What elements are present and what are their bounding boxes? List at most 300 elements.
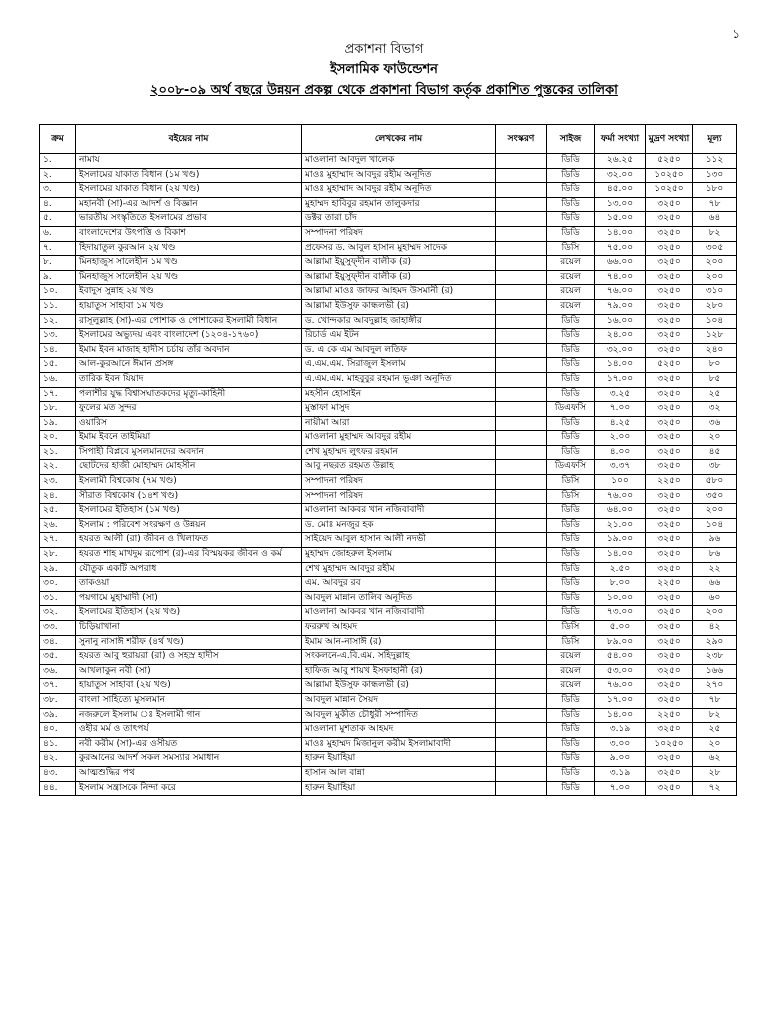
cell-price: ২০	[693, 431, 737, 446]
cell-forma: ১০০	[595, 475, 646, 490]
cell-size: ডিডি	[547, 504, 595, 519]
cell-edition	[496, 431, 547, 446]
cell-price: ৮২	[693, 226, 737, 241]
cell-book-name: বাংলাদেশের উৎপত্তি ও বিকাশ	[76, 226, 302, 241]
cell-serial: ৪০.	[40, 723, 76, 738]
cell-forma: ১৬.০০	[595, 314, 646, 329]
cell-author: এ.এম.এম. মাহবুবুর রহমান ভূঞা অনূদিত	[302, 372, 496, 387]
cell-size: ডিডি	[547, 154, 595, 169]
cell-serial: ৫.	[40, 212, 76, 227]
cell-price: ৩১০	[693, 285, 737, 300]
table-row	[40, 664, 737, 679]
cell-author: মাওঃ মুহাম্মদ মিজানুল করীম ইসলামাবাদী	[302, 737, 496, 752]
table-row	[40, 402, 737, 417]
cell-size: ডিডি	[547, 606, 595, 621]
table-row	[40, 256, 737, 271]
cell-price: ২০	[693, 737, 737, 752]
cell-edition	[496, 212, 547, 227]
cell-serial: ৪২.	[40, 752, 76, 767]
cell-edition	[496, 562, 547, 577]
table-row	[40, 270, 737, 285]
cell-print-count: ৩২৫০	[646, 489, 693, 504]
cell-book-name: মিনহাজুস সালেহীন ১ম খণ্ড	[76, 256, 302, 271]
cell-book-name: ইসলামের অভ্যুদয় এবং বাংলাদেশ (১২০৪-১৭৬০)	[76, 329, 302, 344]
cell-price: ৭৮	[693, 693, 737, 708]
cell-forma: ৩.৩৭	[595, 460, 646, 475]
cell-book-name: সীরাত বিশ্বকোষ (১৪শ খণ্ড)	[76, 489, 302, 504]
cell-price: ৬৬	[693, 577, 737, 592]
cell-edition	[496, 723, 547, 738]
cell-size: ডিসি	[547, 489, 595, 504]
cell-print-count: ৩২৫০	[646, 445, 693, 460]
cell-edition	[496, 358, 547, 373]
table-row	[40, 752, 737, 767]
cell-print-count: ৩২৫০	[646, 329, 693, 344]
cell-size: ডিএফসি	[547, 402, 595, 417]
table-row	[40, 781, 737, 796]
cell-author: আল্লামা ইয়ুসুফ্দীন বালীক (র)	[302, 270, 496, 285]
cell-forma: ২.০০	[595, 431, 646, 446]
cell-author: ড. এ কে এম আবদুল লতিফ	[302, 343, 496, 358]
cell-serial: ৩৬.	[40, 664, 76, 679]
cell-forma: ৮৯.০০	[595, 635, 646, 650]
cell-edition	[496, 285, 547, 300]
cell-serial: ১৯.	[40, 416, 76, 431]
cell-price: ১৩০	[693, 168, 737, 183]
cell-price: ১২৮	[693, 329, 737, 344]
cell-size: ডিএফসি	[547, 460, 595, 475]
cell-book-name: কুরআনের আদর্শ সকল সমস্যার সমাধান	[76, 752, 302, 767]
cell-price: ২০০	[693, 606, 737, 621]
table-row	[40, 431, 737, 446]
cell-author: আবদুল মান্নান তালিব অনূদিত	[302, 591, 496, 606]
cell-author: হাফিজ আবু শায়খ ইসফাহানী (র)	[302, 664, 496, 679]
cell-print-count: ৩২৫০	[646, 285, 693, 300]
cell-edition	[496, 650, 547, 665]
cell-size: ডিডি	[547, 372, 595, 387]
cell-forma: ৪৫.০০	[595, 183, 646, 198]
cell-author: আবদুল মান্নান সৈয়দ	[302, 693, 496, 708]
cell-forma: ১৯.০০	[595, 533, 646, 548]
table-row	[40, 723, 737, 738]
table-row	[40, 577, 737, 592]
table-row	[40, 285, 737, 300]
cell-forma: ৭৫.০০	[595, 241, 646, 256]
cell-serial: ৬.	[40, 226, 76, 241]
document-header	[0, 40, 768, 102]
cell-author: রিচার্ড এম ইটন	[302, 329, 496, 344]
cell-author: আল্লামা ইউসুফ কান্ধলভী (র)	[302, 679, 496, 694]
cell-forma: ৭৩.০০	[595, 606, 646, 621]
cell-print-count: ৩২৫০	[646, 591, 693, 606]
cell-edition	[496, 693, 547, 708]
cell-price: ৪৫	[693, 445, 737, 460]
col-header-size: সাইজ	[547, 125, 595, 154]
cell-forma: ৫.০০	[595, 621, 646, 636]
cell-forma: ৭৪.০০	[595, 270, 646, 285]
cell-book-name: পয়গামে মুহাম্মাদী (সা)	[76, 591, 302, 606]
cell-book-name: আল-কুরআনে ঈমান প্রসঙ্গ	[76, 358, 302, 373]
cell-price: ৩৮	[693, 460, 737, 475]
cell-author: ড. মোঃ মনজুর হক	[302, 518, 496, 533]
cell-author: শেখ মুহাম্মদ আবদুর রহীম	[302, 562, 496, 577]
cell-serial: ১৭.	[40, 387, 76, 402]
cell-book-name: আখলাকুন নবী (সা)	[76, 664, 302, 679]
cell-size: রয়েল	[547, 285, 595, 300]
cell-print-count: ৩২৫০	[646, 635, 693, 650]
cell-edition	[496, 737, 547, 752]
cell-serial: ২৬.	[40, 518, 76, 533]
cell-print-count: ৩২৫০	[646, 314, 693, 329]
cell-book-name: ভারতীয় সংস্কৃতিতে ইসলামের প্রভাব	[76, 212, 302, 227]
cell-forma: ১০.০০	[595, 591, 646, 606]
cell-print-count: ১০২৫০	[646, 168, 693, 183]
col-header-serial: ক্রম	[40, 125, 76, 154]
cell-forma: ৯.০০	[595, 752, 646, 767]
cell-edition	[496, 372, 547, 387]
cell-price: ২৩৮	[693, 650, 737, 665]
cell-edition	[496, 168, 547, 183]
cell-print-count: ৩২৫০	[646, 460, 693, 475]
cell-edition	[496, 241, 547, 256]
cell-print-count: ৩২৫০	[646, 212, 693, 227]
cell-serial: ২২.	[40, 460, 76, 475]
cell-size: ডিডি	[547, 168, 595, 183]
cell-forma: ৭.০০	[595, 781, 646, 796]
cell-price: ২৪০	[693, 343, 737, 358]
table-row	[40, 329, 737, 344]
cell-author: মাওলানা আকবর খান নজিবাবাদী	[302, 504, 496, 519]
cell-serial: ৩৫.	[40, 650, 76, 665]
cell-serial: ৩.	[40, 183, 76, 198]
cell-book-name: তারিক ইবন যিয়াদ	[76, 372, 302, 387]
cell-size: ডিডি	[547, 577, 595, 592]
cell-author: সম্পাদনা পরিষদ	[302, 489, 496, 504]
cell-book-name: ওয়ারিস	[76, 416, 302, 431]
cell-print-count: ৩২৫০	[646, 664, 693, 679]
department-name: প্রকাশনা বিভাগ	[344, 42, 424, 57]
cell-forma: ৪.০০	[595, 445, 646, 460]
cell-size: রয়েল	[547, 679, 595, 694]
cell-author: হারুন ইয়াহিয়া	[302, 781, 496, 796]
cell-serial: ২৫.	[40, 504, 76, 519]
cell-size: ডিসি	[547, 475, 595, 490]
cell-author: মাওলানা মুশতাক আহমদ	[302, 723, 496, 738]
cell-price: ২৭০	[693, 679, 737, 694]
book-list-table	[39, 124, 737, 796]
cell-author: আল্লামা ইয়ুসুফ্দীন বালীক (র)	[302, 256, 496, 271]
col-header-edition: সংস্করণ	[496, 125, 547, 154]
cell-serial: ২৩.	[40, 475, 76, 490]
cell-print-count: ৩২৫০	[646, 766, 693, 781]
table-row	[40, 314, 737, 329]
cell-author: ইমাম আন-নাসাঈ (র)	[302, 635, 496, 650]
cell-price: ২৯০	[693, 635, 737, 650]
table-row	[40, 358, 737, 373]
page-number: ১	[732, 27, 740, 41]
cell-price: ৬০	[693, 591, 737, 606]
cell-serial: ১৬.	[40, 372, 76, 387]
cell-edition	[496, 329, 547, 344]
cell-price: ৭৮	[693, 197, 737, 212]
table-row	[40, 737, 737, 752]
cell-edition	[496, 752, 547, 767]
cell-forma: ১৩.০০	[595, 197, 646, 212]
cell-edition	[496, 664, 547, 679]
table-row	[40, 708, 737, 723]
table-row	[40, 343, 737, 358]
cell-edition	[496, 387, 547, 402]
cell-price: ২০০	[693, 504, 737, 519]
table-row	[40, 299, 737, 314]
cell-size: ডিডি	[547, 766, 595, 781]
cell-forma: ১৪.০০	[595, 548, 646, 563]
cell-size: ডিডি	[547, 752, 595, 767]
cell-size: ডিডি	[547, 518, 595, 533]
cell-size: রয়েল	[547, 650, 595, 665]
cell-edition	[496, 475, 547, 490]
cell-edition	[496, 299, 547, 314]
cell-forma: ৪.২৫	[595, 416, 646, 431]
cell-size: ডিসি	[547, 621, 595, 636]
cell-print-count: ৩২৫০	[646, 693, 693, 708]
cell-forma: ৭৬.০০	[595, 679, 646, 694]
cell-size: ডিডি	[547, 329, 595, 344]
cell-price: ৩২	[693, 402, 737, 417]
cell-size: ডিডি	[547, 314, 595, 329]
cell-forma: ৩.০০	[595, 737, 646, 752]
cell-edition	[496, 314, 547, 329]
cell-price: ১১২	[693, 154, 737, 169]
cell-book-name: মহানবী (সা)-এর আদর্শ ও বিজ্ঞান	[76, 197, 302, 212]
cell-edition	[496, 445, 547, 460]
cell-print-count: ৩২৫০	[646, 343, 693, 358]
cell-price: ৬৪	[693, 212, 737, 227]
cell-author: ড. খোন্দকার আবদুল্লাহ জাহাঙ্গীর	[302, 314, 496, 329]
cell-serial: ৪৩.	[40, 766, 76, 781]
cell-forma: ৫৩.০০	[595, 664, 646, 679]
table-row	[40, 226, 737, 241]
cell-book-name: সিপাহী বিপ্লবে মুসলমানদের অবদান	[76, 445, 302, 460]
cell-serial: ১৪.	[40, 343, 76, 358]
cell-serial: ১০.	[40, 285, 76, 300]
cell-price: ২০০	[693, 270, 737, 285]
cell-size: ডিডি	[547, 708, 595, 723]
cell-forma: ৫৪.০০	[595, 650, 646, 665]
table-row	[40, 518, 737, 533]
cell-forma: ৬৬.০০	[595, 256, 646, 271]
cell-forma: ১৪.০০	[595, 708, 646, 723]
cell-forma: ৩.১৯	[595, 766, 646, 781]
cell-serial: ৩১.	[40, 591, 76, 606]
cell-forma: ১৭.০০	[595, 693, 646, 708]
cell-serial: ৩৯.	[40, 708, 76, 723]
document-title: ২০০৮-০৯ অর্থ বছরে উন্নয়ন প্রকল্প থেকে প্রকাশনা বিভাগ কর্তৃক প্রকাশিত পুস্তকের তালিকা	[150, 83, 618, 98]
cell-author: ফররুখ আহমদ	[302, 621, 496, 636]
cell-serial: ৩৪.	[40, 635, 76, 650]
cell-print-count: ২২৫০	[646, 708, 693, 723]
cell-print-count: ৩২৫০	[646, 504, 693, 519]
cell-author: মাওঃ মুহাম্মাদ আবদুর রহীম অনূদিত	[302, 183, 496, 198]
cell-size: ডিডি	[547, 548, 595, 563]
cell-edition	[496, 621, 547, 636]
cell-price: ২৮০	[693, 299, 737, 314]
cell-edition	[496, 402, 547, 417]
table-row	[40, 621, 737, 636]
col-header-forma: ফর্মা সংখ্যা	[595, 125, 646, 154]
cell-serial: ১.	[40, 154, 76, 169]
cell-book-name: ইসলামী বিশ্বকোষ (৭ম খণ্ড)	[76, 475, 302, 490]
cell-book-name: ইসলাম সন্ত্রাসকে নিন্দা করে	[76, 781, 302, 796]
table-row	[40, 212, 737, 227]
cell-print-count: ৩২৫০	[646, 533, 693, 548]
cell-book-name: ইসলামের ইতিহাস (১ম খণ্ড)	[76, 504, 302, 519]
cell-serial: ৩৩.	[40, 621, 76, 636]
cell-edition	[496, 226, 547, 241]
cell-edition	[496, 504, 547, 519]
cell-author: সম্পাদনা পরিষদ	[302, 475, 496, 490]
cell-book-name: হিদায়াতুল কুরআন ২য় খণ্ড	[76, 241, 302, 256]
cell-author: এম. আবদুর রব	[302, 577, 496, 592]
cell-print-count: ৩২৫০	[646, 197, 693, 212]
table-row	[40, 650, 737, 665]
cell-price: ৮৬	[693, 548, 737, 563]
cell-edition	[496, 489, 547, 504]
cell-print-count: ৩২৫০	[646, 372, 693, 387]
cell-serial: ২৪.	[40, 489, 76, 504]
cell-edition	[496, 606, 547, 621]
cell-edition	[496, 577, 547, 592]
cell-edition	[496, 591, 547, 606]
cell-serial: ৩২.	[40, 606, 76, 621]
cell-book-name: হযরত আবু হুরায়রা (রা) ও সহস্র হাদীস	[76, 650, 302, 665]
table-row	[40, 693, 737, 708]
cell-forma: ২৬.২৫	[595, 154, 646, 169]
cell-price: ৩৬	[693, 416, 737, 431]
cell-serial: ২৯.	[40, 562, 76, 577]
cell-print-count: ৫২৫০	[646, 154, 693, 169]
cell-size: ডিডি	[547, 591, 595, 606]
cell-size: ডিডি	[547, 737, 595, 752]
cell-size: ডিডি	[547, 212, 595, 227]
cell-author: হাসান আল বান্না	[302, 766, 496, 781]
cell-size: ডিসি	[547, 635, 595, 650]
cell-forma: ৭.০০	[595, 402, 646, 417]
cell-print-count: ৩২৫০	[646, 621, 693, 636]
cell-author: মুহাম্মদ জোহরুল ইসলাম	[302, 548, 496, 563]
cell-size: ডিডি	[547, 226, 595, 241]
col-header-book-name: বইয়ের নাম	[76, 125, 302, 154]
cell-size: ডিডি	[547, 431, 595, 446]
table-row	[40, 679, 737, 694]
cell-print-count: ৩২৫০	[646, 518, 693, 533]
cell-serial: ২৮.	[40, 548, 76, 563]
table-row	[40, 445, 737, 460]
cell-print-count: ৫২৫০	[646, 358, 693, 373]
cell-price: ৪২	[693, 621, 737, 636]
table-row	[40, 533, 737, 548]
cell-price: ৬২	[693, 752, 737, 767]
cell-author: মহসীন হোসাইন	[302, 387, 496, 402]
cell-print-count: ৩২৫০	[646, 431, 693, 446]
cell-print-count: ৩২৫০	[646, 387, 693, 402]
cell-book-name: তাকওয়া	[76, 577, 302, 592]
table-row	[40, 489, 737, 504]
cell-price: ২০০	[693, 256, 737, 271]
cell-edition	[496, 548, 547, 563]
cell-price: ২৮	[693, 766, 737, 781]
cell-price: ১৮০	[693, 183, 737, 198]
cell-price: ১০৪	[693, 314, 737, 329]
cell-serial: ২০.	[40, 431, 76, 446]
cell-price: ৯৬	[693, 533, 737, 548]
col-header-print-count: মুদ্রণ সংখ্যা	[646, 125, 693, 154]
cell-print-count: ৩২৫০	[646, 256, 693, 271]
cell-serial: ৯.	[40, 270, 76, 285]
cell-book-name: ইসলামের যাকাত বিধান (২য় খণ্ড)	[76, 183, 302, 198]
cell-size: রয়েল	[547, 256, 595, 271]
cell-size: ডিডি	[547, 197, 595, 212]
cell-author: নায়ীমা আরা	[302, 416, 496, 431]
cell-book-name: নবী করীম (সা)-এর ওসীয়ত	[76, 737, 302, 752]
cell-serial: ৩৮.	[40, 693, 76, 708]
cell-book-name: চিড়িয়াখানা	[76, 621, 302, 636]
cell-book-name: নজরুলে ইসলাম ঃ ইসলামী গান	[76, 708, 302, 723]
cell-book-name: ইসলামের যাকাত বিধান (১ম খণ্ড)	[76, 168, 302, 183]
cell-serial: ৪১.	[40, 737, 76, 752]
cell-book-name: ইমাম ইবনে তাইমিয়া	[76, 431, 302, 446]
cell-price: ৮০	[693, 358, 737, 373]
cell-author: এ.এম.এম. সিরাজুল ইসলাম	[302, 358, 496, 373]
cell-book-name: মিনহাজুস সালেহীন ২য় খণ্ড	[76, 270, 302, 285]
cell-size: ডিডি	[547, 343, 595, 358]
cell-price: ১০৪	[693, 518, 737, 533]
cell-author: মাওলানা আবদুল খালেক	[302, 154, 496, 169]
cell-size: ডিডি	[547, 533, 595, 548]
cell-edition	[496, 679, 547, 694]
cell-print-count: ৩২৫০	[646, 241, 693, 256]
cell-forma: ৮.০০	[595, 577, 646, 592]
table-row	[40, 635, 737, 650]
cell-forma: ৩.১৯	[595, 723, 646, 738]
cell-author: মুহাম্মদ হাবিবুর রহমান তালুকদার	[302, 197, 496, 212]
table-row	[40, 197, 737, 212]
cell-price: ৭২	[693, 781, 737, 796]
cell-size: ডিডি	[547, 358, 595, 373]
table-header-row	[40, 125, 737, 154]
cell-size: ডিডি	[547, 693, 595, 708]
cell-book-name: হযরত আলী (রা) জীবন ও খিলাফত	[76, 533, 302, 548]
cell-forma: ৩২.০০	[595, 168, 646, 183]
cell-book-name: ওহীর মর্ম ও তাৎপর্য	[76, 723, 302, 738]
table-row	[40, 372, 737, 387]
cell-edition	[496, 533, 547, 548]
cell-print-count: ৩২৫০	[646, 679, 693, 694]
cell-print-count: ৩২৫০	[646, 752, 693, 767]
table-row	[40, 766, 737, 781]
cell-size: ডিসি	[547, 241, 595, 256]
cell-author: আবদুল মুকীত চৌধুরী সম্পাদিত	[302, 708, 496, 723]
cell-size: ডিডি	[547, 416, 595, 431]
cell-print-count: ২২৫০	[646, 577, 693, 592]
cell-print-count: ৩২৫০	[646, 226, 693, 241]
cell-book-name: সুনানু নাসাঈ শরীফ (৪র্থ খণ্ড)	[76, 635, 302, 650]
table-row	[40, 548, 737, 563]
cell-serial: ৭.	[40, 241, 76, 256]
table-row	[40, 562, 737, 577]
cell-book-name: ইসলাম : পরিবেশ সংরক্ষণ ও উন্নয়ন	[76, 518, 302, 533]
cell-serial: ৩৭.	[40, 679, 76, 694]
